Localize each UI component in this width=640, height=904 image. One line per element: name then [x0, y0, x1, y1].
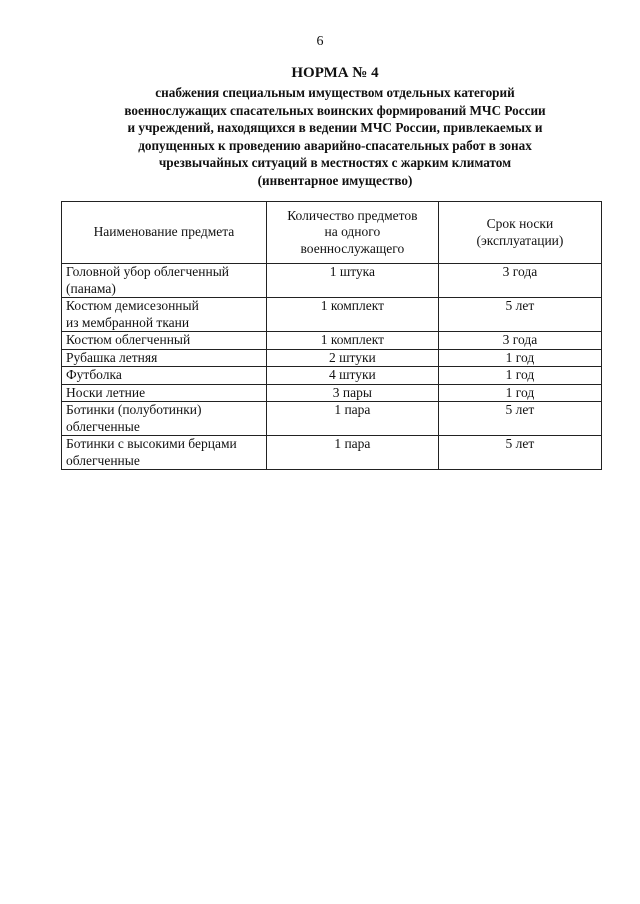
table-row	[62, 298, 602, 332]
document-heading	[70, 64, 600, 190]
row-quantity: 1 штука	[266, 264, 438, 298]
row-quantity: 4 штуки	[266, 367, 438, 385]
row-item-name: Ботинки с высокими берцами облегченные	[62, 436, 267, 470]
row-item-name: Рубашка летняя	[62, 349, 267, 367]
row-item-name: Костюм облегченный	[62, 332, 267, 350]
row-service-life: 1 год	[438, 349, 601, 367]
row-service-life: 3 года	[438, 332, 601, 350]
table-row	[62, 349, 602, 367]
row-quantity: 1 пара	[266, 436, 438, 470]
table-row	[62, 332, 602, 350]
table-header-row	[62, 202, 602, 264]
table-row	[62, 384, 602, 402]
table-row	[62, 367, 602, 385]
page-number: 6	[316, 34, 324, 49]
header-item-name: Наименование предмета	[62, 202, 267, 264]
row-item-name: Футболка	[62, 367, 267, 385]
row-quantity: 1 комплект	[266, 298, 438, 332]
row-service-life: 5 лет	[438, 402, 601, 436]
row-service-life: 5 лет	[438, 436, 601, 470]
table-row	[62, 264, 602, 298]
row-item-name: Ботинки (полуботинки) облегченные	[62, 402, 267, 436]
supply-norm-table	[61, 201, 602, 470]
header-quantity: Количество предметов на одного военнослужащего	[266, 202, 438, 264]
row-quantity: 1 пара	[266, 402, 438, 436]
row-item-name: Костюм демисезонный из мембранной ткани	[62, 298, 267, 332]
row-item-name: Головной убор облегченный (панама)	[62, 264, 267, 298]
document-subtitle: снабжения специальным имуществом отдельных категорий военнослужащих спасательных воинских формирований МЧС России и учреждений, находящихся в ведении МЧС России, привлекаемых и допущенных к проведению аварийно-спасательных работ в зонах чрезвычайных ситуаций в местностях с жарким климатом (инвентарное имущество)	[124, 85, 546, 188]
row-quantity: 1 комплект	[266, 332, 438, 350]
table-row	[62, 436, 602, 470]
row-quantity: 3 пары	[266, 384, 438, 402]
row-item-name: Носки летние	[62, 384, 267, 402]
row-service-life: 1 год	[438, 384, 601, 402]
row-service-life: 3 года	[438, 264, 601, 298]
table-row	[62, 402, 602, 436]
row-service-life: 5 лет	[438, 298, 601, 332]
document-title: НОРМА № 4	[291, 65, 379, 81]
row-service-life: 1 год	[438, 367, 601, 385]
row-quantity: 2 штуки	[266, 349, 438, 367]
header-service-life: Срок носки (эксплуатации)	[438, 202, 601, 264]
